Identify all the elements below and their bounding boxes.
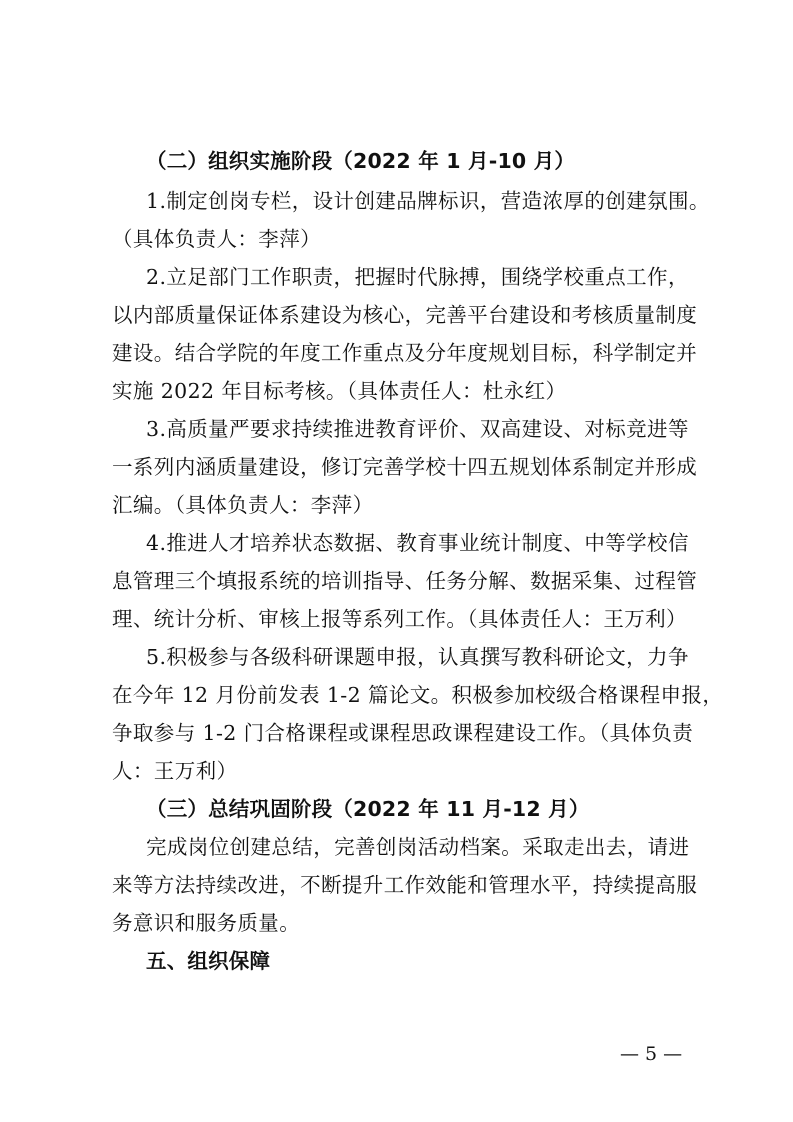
section-heading-organization: 五、组织保障: [146, 949, 271, 973]
item5-line4: 人：王万利）: [112, 759, 238, 783]
item3-line2: 一系列内涵质量建设，修订完善学校十四五规划体系制定并形成: [112, 455, 698, 479]
section-heading-implementation: （二）组织实施阶段（2022 年 1 月-10 月）: [146, 149, 576, 173]
item4-line1: 4.推进人才培养状态数据、教育事业统计制度、中等学校信: [146, 531, 689, 555]
item2-line3: 建设。结合学院的年度工作重点及分年度规划目标，科学制定并: [112, 341, 698, 365]
item2-line2: 以内部质量保证体系建设为核心，完善平台建设和考核质量制度: [112, 303, 698, 327]
item3-line1: 3.高质量严要求持续推进教育评价、双高建设、对标竞进等: [146, 417, 689, 441]
item1-line2: （具体负责人：李萍）: [112, 227, 321, 251]
summary-line3: 务意识和服务质量。: [112, 911, 301, 935]
item2-line1: 2.立足部门工作职责，把握时代脉搏，围绕学校重点工作，: [146, 265, 689, 289]
summary-line1: 完成岗位创建总结，完善创岗活动档案。采取走出去，请进: [146, 835, 690, 859]
item2-line4: 实施 2022 年目标考核。（具体责任人：杜永红）: [112, 379, 567, 403]
summary-line2: 来等方法持续改进，不断提升工作效能和管理水平，持续提高服: [112, 873, 698, 897]
page-number: — 5 —: [620, 1043, 683, 1065]
item5-line3: 争取参与 1-2 门合格课程或课程思政课程建设工作。（具体负责: [112, 721, 694, 745]
item3-line3: 汇编。（具体负责人：李萍）: [112, 493, 374, 517]
item5-line2: 在今年 12 月份前发表 1-2 篇论文。积极参加校级合格课程申报，: [112, 683, 724, 707]
item5-line1: 5.积极参与各级科研课题申报，认真撰写教科研论文，力争: [146, 645, 689, 669]
item4-line3: 理、统计分析、审核上报等系列工作。（具体责任人：王万利）: [112, 607, 687, 631]
item1-line1: 1.制定创岗专栏，设计创建品牌标识，营造浓厚的创建氛围。: [146, 189, 710, 213]
item4-line2: 息管理三个填报系统的培训指导、任务分解、数据采集、过程管: [112, 569, 698, 593]
section-heading-summary: （三）总结巩固阶段（2022 年 11 月-12 月）: [146, 797, 590, 821]
